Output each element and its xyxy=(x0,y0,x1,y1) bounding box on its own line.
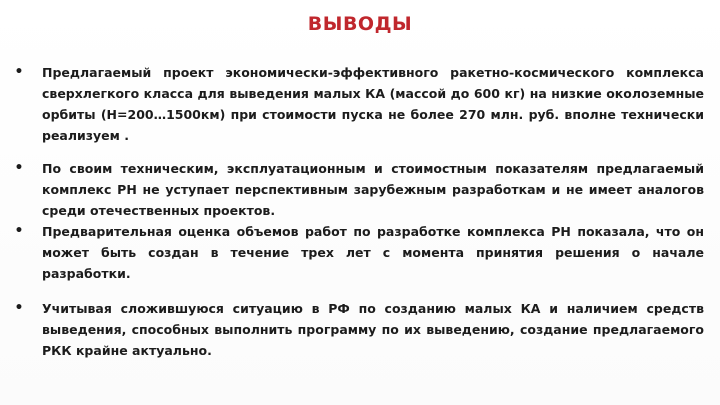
bullet-icon: • xyxy=(14,64,24,80)
bullet-text: Учитывая сложившуюся ситуацию в РФ по созданию малых КА и наличием средств выведения, способных выполнить программу по их выведению, создание предлагаемого РКК крайне актуально. xyxy=(42,301,704,358)
conclusions-list xyxy=(14,62,704,361)
bullet-text: По своим техническим, эксплуатационным и стоимостным показателям предлагаемый комплекс РН не уступает перспективным зарубежным разработкам и не имеет аналогов среди отечественных проектов. xyxy=(42,161,704,218)
bullet-icon: • xyxy=(14,223,24,239)
bullet-icon: • xyxy=(14,160,24,176)
slide-title: ВЫВОДЫ xyxy=(307,13,413,35)
list-item xyxy=(14,158,704,221)
bullet-text: Предлагаемый проект экономически-эффективного ракетно-космического комплекса сверхлегкого класса для выведения малых КА (массой до 600 кг) на низкие околоземные орбиты (Н=200…1500км) при стоимости пуска не более 270 млн. руб. вполне технически реализуем . xyxy=(42,65,704,143)
list-item xyxy=(14,62,704,146)
list-item xyxy=(14,298,704,361)
bullet-text: Предварительная оценка объемов работ по разработке комплекса РН показала, что он может быть создан в течение трех лет с момента принятия решения о начале разработки. xyxy=(42,224,704,281)
bullet-icon: • xyxy=(14,300,24,316)
list-item xyxy=(14,221,704,284)
